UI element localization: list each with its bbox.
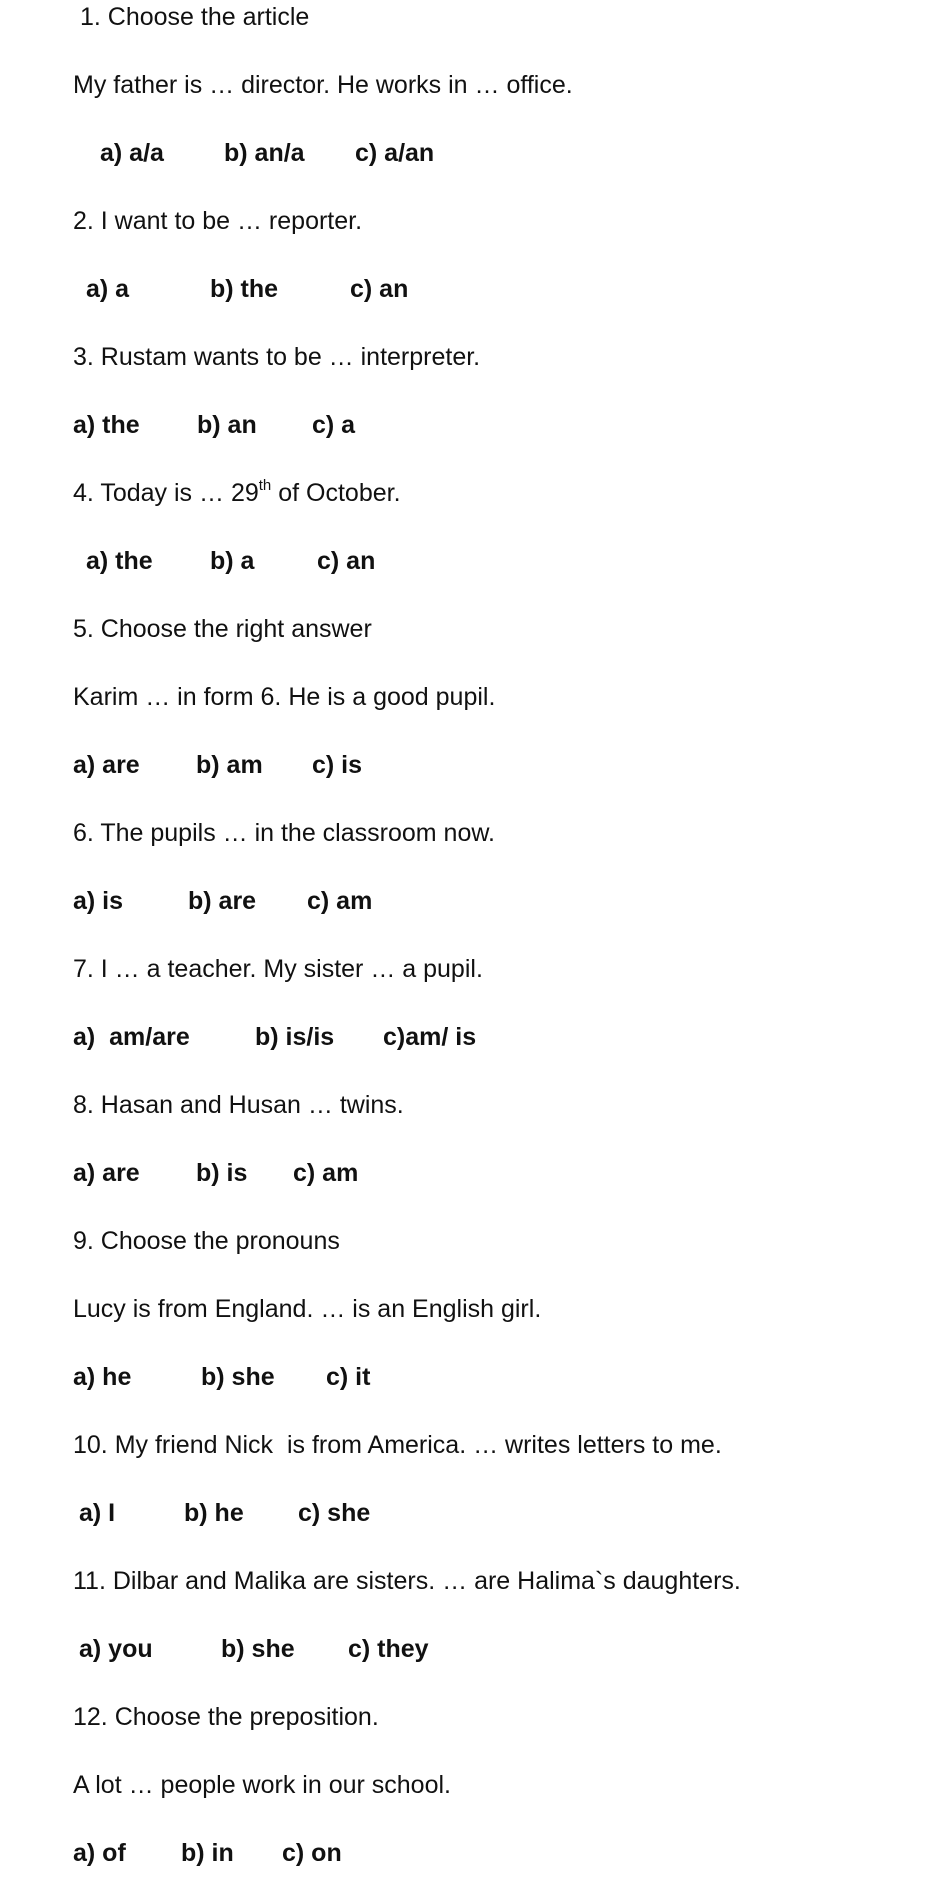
q4-option-b: b) a <box>210 547 255 575</box>
q5-option-b: b) am <box>196 751 263 779</box>
q4-prompt-text-end: of October. <box>271 479 401 507</box>
q6-option-c: c) am <box>307 887 373 915</box>
q2-option-a: a) a <box>86 275 130 303</box>
q8-option-c: c) am <box>293 1159 359 1187</box>
q4-prompt <box>73 478 401 508</box>
q7-prompt: 7. I … a teacher. My sister … a pupil. <box>73 955 483 983</box>
q5-heading: 5. Choose the right answer <box>73 615 372 643</box>
q6-option-a: a) is <box>73 887 124 915</box>
q7-option-c: c)am/ is <box>383 1023 477 1051</box>
q11-option-c: c) they <box>348 1635 429 1663</box>
q12-heading: 12. Choose the preposition. <box>73 1703 379 1731</box>
q9-option-c: c) it <box>326 1363 371 1391</box>
q4-prompt-superscript: th <box>258 476 272 494</box>
q1-heading: 1. Choose the article <box>80 3 310 31</box>
q5-option-c: c) is <box>312 751 363 779</box>
q3-prompt: 3. Rustam wants to be … interpreter. <box>73 343 481 371</box>
q12-prompt: A lot … people work in our school. <box>73 1771 451 1799</box>
q10-option-a: a) I <box>79 1499 116 1527</box>
q6-prompt: 6. The pupils … in the classroom now. <box>73 819 495 847</box>
q10-option-c: c) she <box>298 1499 371 1527</box>
q10-prompt: 10. My friend Nick is from America. … writes letters to me. <box>73 1431 722 1459</box>
q4-option-a: a) the <box>86 547 153 575</box>
q3-option-a: a) the <box>73 411 140 439</box>
q11-prompt: 11. Dilbar and Malika are sisters. … are Halima`s daughters. <box>73 1567 741 1595</box>
q5-option-a: a) are <box>73 751 140 779</box>
q1-option-c: c) a/an <box>355 139 435 167</box>
q8-prompt: 8. Hasan and Husan … twins. <box>73 1091 404 1119</box>
q2-option-c: c) an <box>350 275 409 303</box>
q9-prompt: Lucy is from England. … is an English girl. <box>73 1295 542 1323</box>
q9-heading: 9. Choose the pronouns <box>73 1227 340 1255</box>
q12-option-b: b) in <box>181 1839 234 1867</box>
q12-option-c: c) on <box>282 1839 342 1867</box>
q8-option-b: b) is <box>196 1159 248 1187</box>
q8-option-a: a) are <box>73 1159 140 1187</box>
q9-option-a: a) he <box>73 1363 132 1391</box>
q7-option-a: a) am/are <box>73 1023 190 1051</box>
q10-option-b: b) he <box>184 1499 244 1527</box>
q1-option-a: a) a/a <box>100 139 164 167</box>
q3-option-b: b) an <box>197 411 257 439</box>
q11-option-a: a) you <box>79 1635 153 1663</box>
q7-option-b: b) is/is <box>255 1023 335 1051</box>
q1-prompt: My father is … director. He works in … office. <box>73 71 573 99</box>
q2-prompt: 2. I want to be … reporter. <box>73 207 363 235</box>
q4-option-c: c) an <box>317 547 376 575</box>
q1-option-b: b) an/a <box>224 139 305 167</box>
q6-option-b: b) are <box>188 887 257 915</box>
q12-option-a: a) of <box>73 1839 126 1867</box>
q2-option-b: b) the <box>210 275 279 303</box>
q5-prompt: Karim … in form 6. He is a good pupil. <box>73 683 496 711</box>
q11-option-b: b) she <box>221 1635 295 1663</box>
q9-option-b: b) she <box>201 1363 275 1391</box>
q3-option-c: c) a <box>312 411 356 439</box>
q4-prompt-text: 4. Today is … 29 <box>73 479 259 507</box>
